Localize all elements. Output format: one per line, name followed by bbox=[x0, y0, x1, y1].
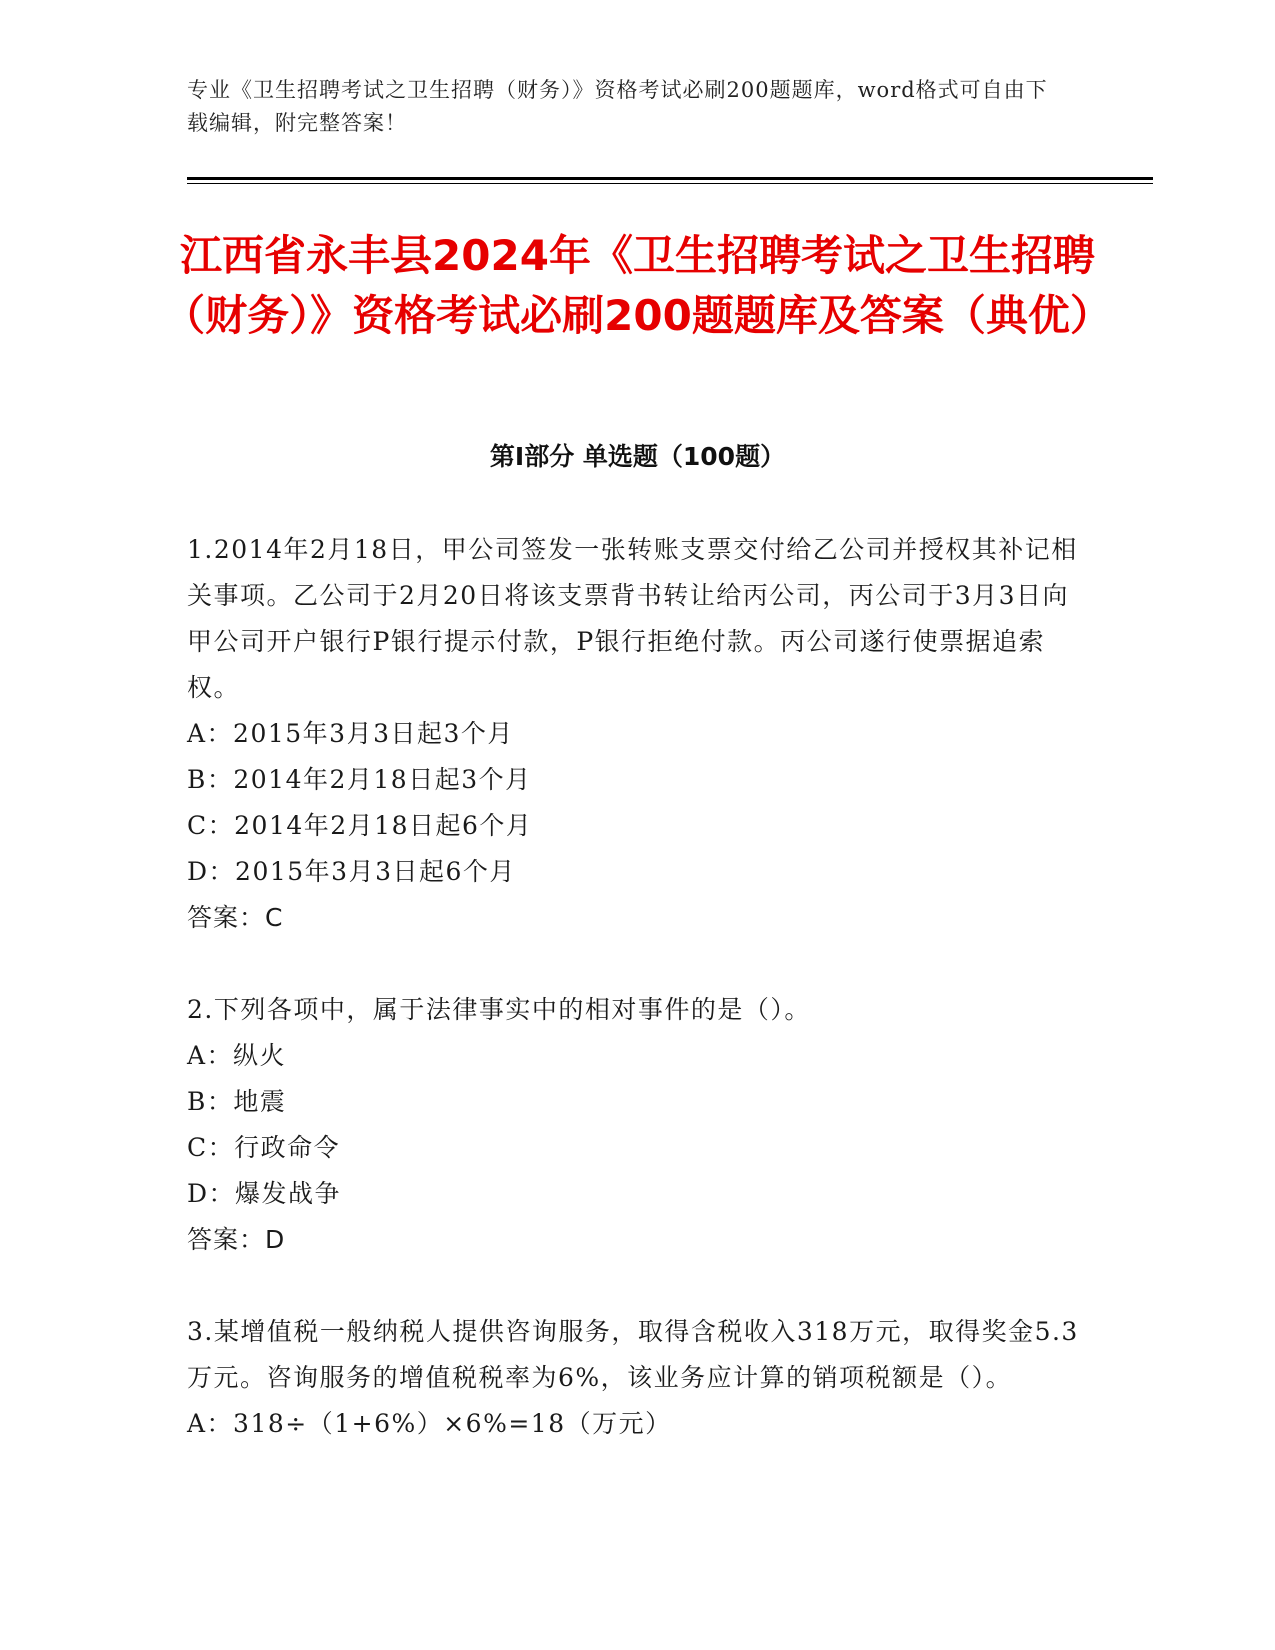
question-2 bbox=[187, 987, 1087, 1263]
answer-line: 答案：C bbox=[187, 903, 284, 932]
option-a: A：318÷（1+6%）×6%=18（万元） bbox=[187, 1409, 672, 1438]
option-c: C：2014年2月18日起6个月 bbox=[187, 811, 533, 840]
question-stem: 2.下列各项中，属于法律事实中的相对事件的是（）。 bbox=[187, 995, 811, 1024]
question-1 bbox=[187, 527, 1087, 941]
header-note: 专业《卫生招聘考试之卫生招聘（财务）》资格考试必刷200题题库，word格式可自由下载编辑，附完整答案！ bbox=[187, 78, 1048, 135]
option-b: B：2014年2月18日起3个月 bbox=[187, 765, 532, 794]
option-a: A：纵火 bbox=[187, 1041, 287, 1070]
header-divider-thin bbox=[187, 183, 1153, 184]
option-a: A：2015年3月3日起3个月 bbox=[187, 719, 514, 748]
section-heading: 第Ⅰ部分 单选题（100题） bbox=[489, 442, 786, 471]
document-title: 江西省永丰县2024年《卫生招聘考试之卫生招聘（财务）》资格考试必刷200题题库及答案（典优） bbox=[163, 231, 1112, 340]
question-list bbox=[187, 527, 1087, 1447]
option-d: D：爆发战争 bbox=[187, 1179, 342, 1208]
option-b: B：地震 bbox=[187, 1087, 287, 1116]
question-stem: 1.2014年2月18日，甲公司签发一张转账支票交付给乙公司并授权其补记相关事项。乙公司于2月20日将该支票背书转让给丙公司，丙公司于3月3日向甲公司开户银行P银行提示付款，P银行拒绝付款。丙公司遂行使票据追索权。 bbox=[187, 535, 1078, 702]
question-3 bbox=[187, 1309, 1087, 1447]
header-divider-thick bbox=[187, 177, 1153, 180]
answer-line: 答案：D bbox=[187, 1225, 286, 1254]
option-c: C：行政命令 bbox=[187, 1133, 341, 1162]
question-stem: 3.某增值税一般纳税人提供咨询服务，取得含税收入318万元，取得奖金5.3万元。咨询服务的增值税税率为6%，该业务应计算的销项税额是（）。 bbox=[187, 1317, 1079, 1392]
option-d: D：2015年3月3日起6个月 bbox=[187, 857, 516, 886]
